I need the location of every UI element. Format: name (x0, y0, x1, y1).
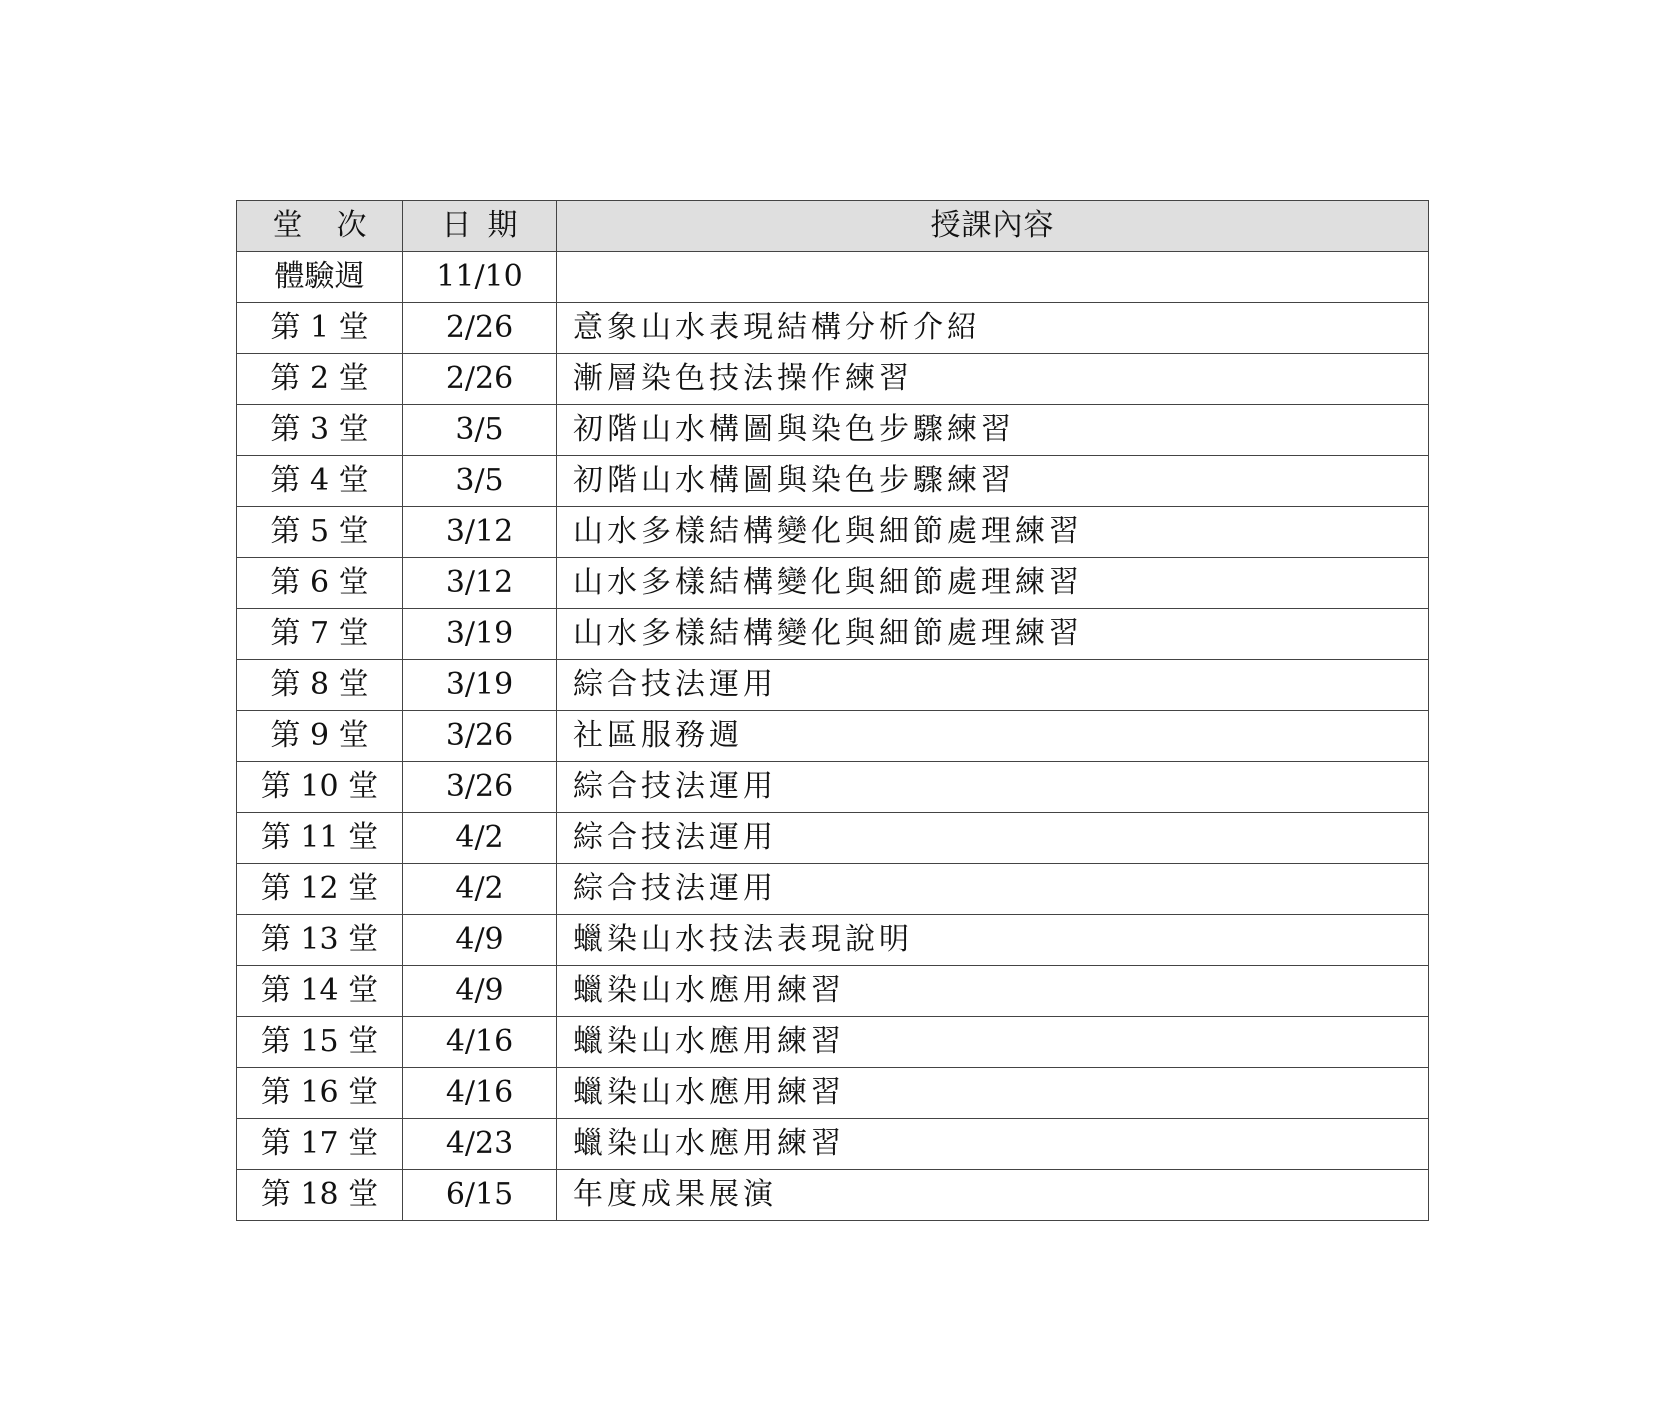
session-cell: 第 2 堂 (237, 354, 403, 405)
date-cell: 4/9 (403, 966, 557, 1017)
session-cell: 第 18 堂 (237, 1170, 403, 1221)
date-cell: 4/2 (403, 813, 557, 864)
session-cell: 第 11 堂 (237, 813, 403, 864)
table-row (237, 1017, 1429, 1068)
session-cell: 第 7 堂 (237, 609, 403, 660)
content-cell: 年度成果展演 (557, 1170, 1429, 1221)
table-row (237, 864, 1429, 915)
course-schedule-table (236, 200, 1429, 1221)
date-cell: 4/16 (403, 1017, 557, 1068)
content-cell: 初階山水構圖與染色步驟練習 (557, 405, 1429, 456)
session-cell: 第 5 堂 (237, 507, 403, 558)
date-cell: 4/2 (403, 864, 557, 915)
table-row (237, 813, 1429, 864)
session-cell: 第 12 堂 (237, 864, 403, 915)
session-cell: 第 17 堂 (237, 1119, 403, 1170)
session-cell: 第 16 堂 (237, 1068, 403, 1119)
table-row (237, 1170, 1429, 1221)
content-cell: 意象山水表現結構分析介紹 (557, 303, 1429, 354)
date-cell: 3/19 (403, 660, 557, 711)
header-content: 授課內容 (557, 201, 1429, 252)
date-cell: 4/23 (403, 1119, 557, 1170)
content-cell: 蠟染山水應用練習 (557, 1068, 1429, 1119)
content-cell: 蠟染山水應用練習 (557, 1119, 1429, 1170)
table-row (237, 405, 1429, 456)
table-row (237, 762, 1429, 813)
date-cell: 4/16 (403, 1068, 557, 1119)
date-cell: 3/26 (403, 762, 557, 813)
content-cell: 綜合技法運用 (557, 813, 1429, 864)
session-cell: 第 9 堂 (237, 711, 403, 762)
content-cell: 初階山水構圖與染色步驟練習 (557, 456, 1429, 507)
content-cell (557, 252, 1429, 303)
content-cell: 綜合技法運用 (557, 864, 1429, 915)
session-cell: 第 8 堂 (237, 660, 403, 711)
date-cell: 3/26 (403, 711, 557, 762)
table-body (237, 252, 1429, 1221)
date-cell: 3/12 (403, 507, 557, 558)
session-cell: 第 13 堂 (237, 915, 403, 966)
session-cell: 第 3 堂 (237, 405, 403, 456)
table-row (237, 915, 1429, 966)
table-row (237, 609, 1429, 660)
table-row (237, 711, 1429, 762)
date-cell: 2/26 (403, 354, 557, 405)
table-row (237, 507, 1429, 558)
content-cell: 社區服務週 (557, 711, 1429, 762)
table-row (237, 660, 1429, 711)
table-row (237, 456, 1429, 507)
content-cell: 綜合技法運用 (557, 660, 1429, 711)
table-header (237, 201, 1429, 252)
session-cell: 第 1 堂 (237, 303, 403, 354)
content-cell: 山水多樣結構變化與細節處理練習 (557, 558, 1429, 609)
date-cell: 3/5 (403, 456, 557, 507)
session-cell: 第 6 堂 (237, 558, 403, 609)
content-cell: 綜合技法運用 (557, 762, 1429, 813)
header-date: 日期 (403, 201, 557, 252)
content-cell: 蠟染山水應用練習 (557, 1017, 1429, 1068)
date-cell: 3/19 (403, 609, 557, 660)
session-cell: 體驗週 (237, 252, 403, 303)
session-cell: 第 14 堂 (237, 966, 403, 1017)
table-row (237, 252, 1429, 303)
date-cell: 6/15 (403, 1170, 557, 1221)
date-cell: 3/5 (403, 405, 557, 456)
session-cell: 第 10 堂 (237, 762, 403, 813)
session-cell: 第 4 堂 (237, 456, 403, 507)
date-cell: 11/10 (403, 252, 557, 303)
content-cell: 蠟染山水應用練習 (557, 966, 1429, 1017)
session-cell: 第 15 堂 (237, 1017, 403, 1068)
content-cell: 山水多樣結構變化與細節處理練習 (557, 507, 1429, 558)
header-row (237, 201, 1429, 252)
date-cell: 4/9 (403, 915, 557, 966)
table-row (237, 966, 1429, 1017)
header-session: 堂次 (237, 201, 403, 252)
content-cell: 蠟染山水技法表現說明 (557, 915, 1429, 966)
table-row (237, 1068, 1429, 1119)
date-cell: 2/26 (403, 303, 557, 354)
table-row (237, 558, 1429, 609)
table-row (237, 1119, 1429, 1170)
table-row (237, 303, 1429, 354)
date-cell: 3/12 (403, 558, 557, 609)
content-cell: 漸層染色技法操作練習 (557, 354, 1429, 405)
content-cell: 山水多樣結構變化與細節處理練習 (557, 609, 1429, 660)
table-row (237, 354, 1429, 405)
